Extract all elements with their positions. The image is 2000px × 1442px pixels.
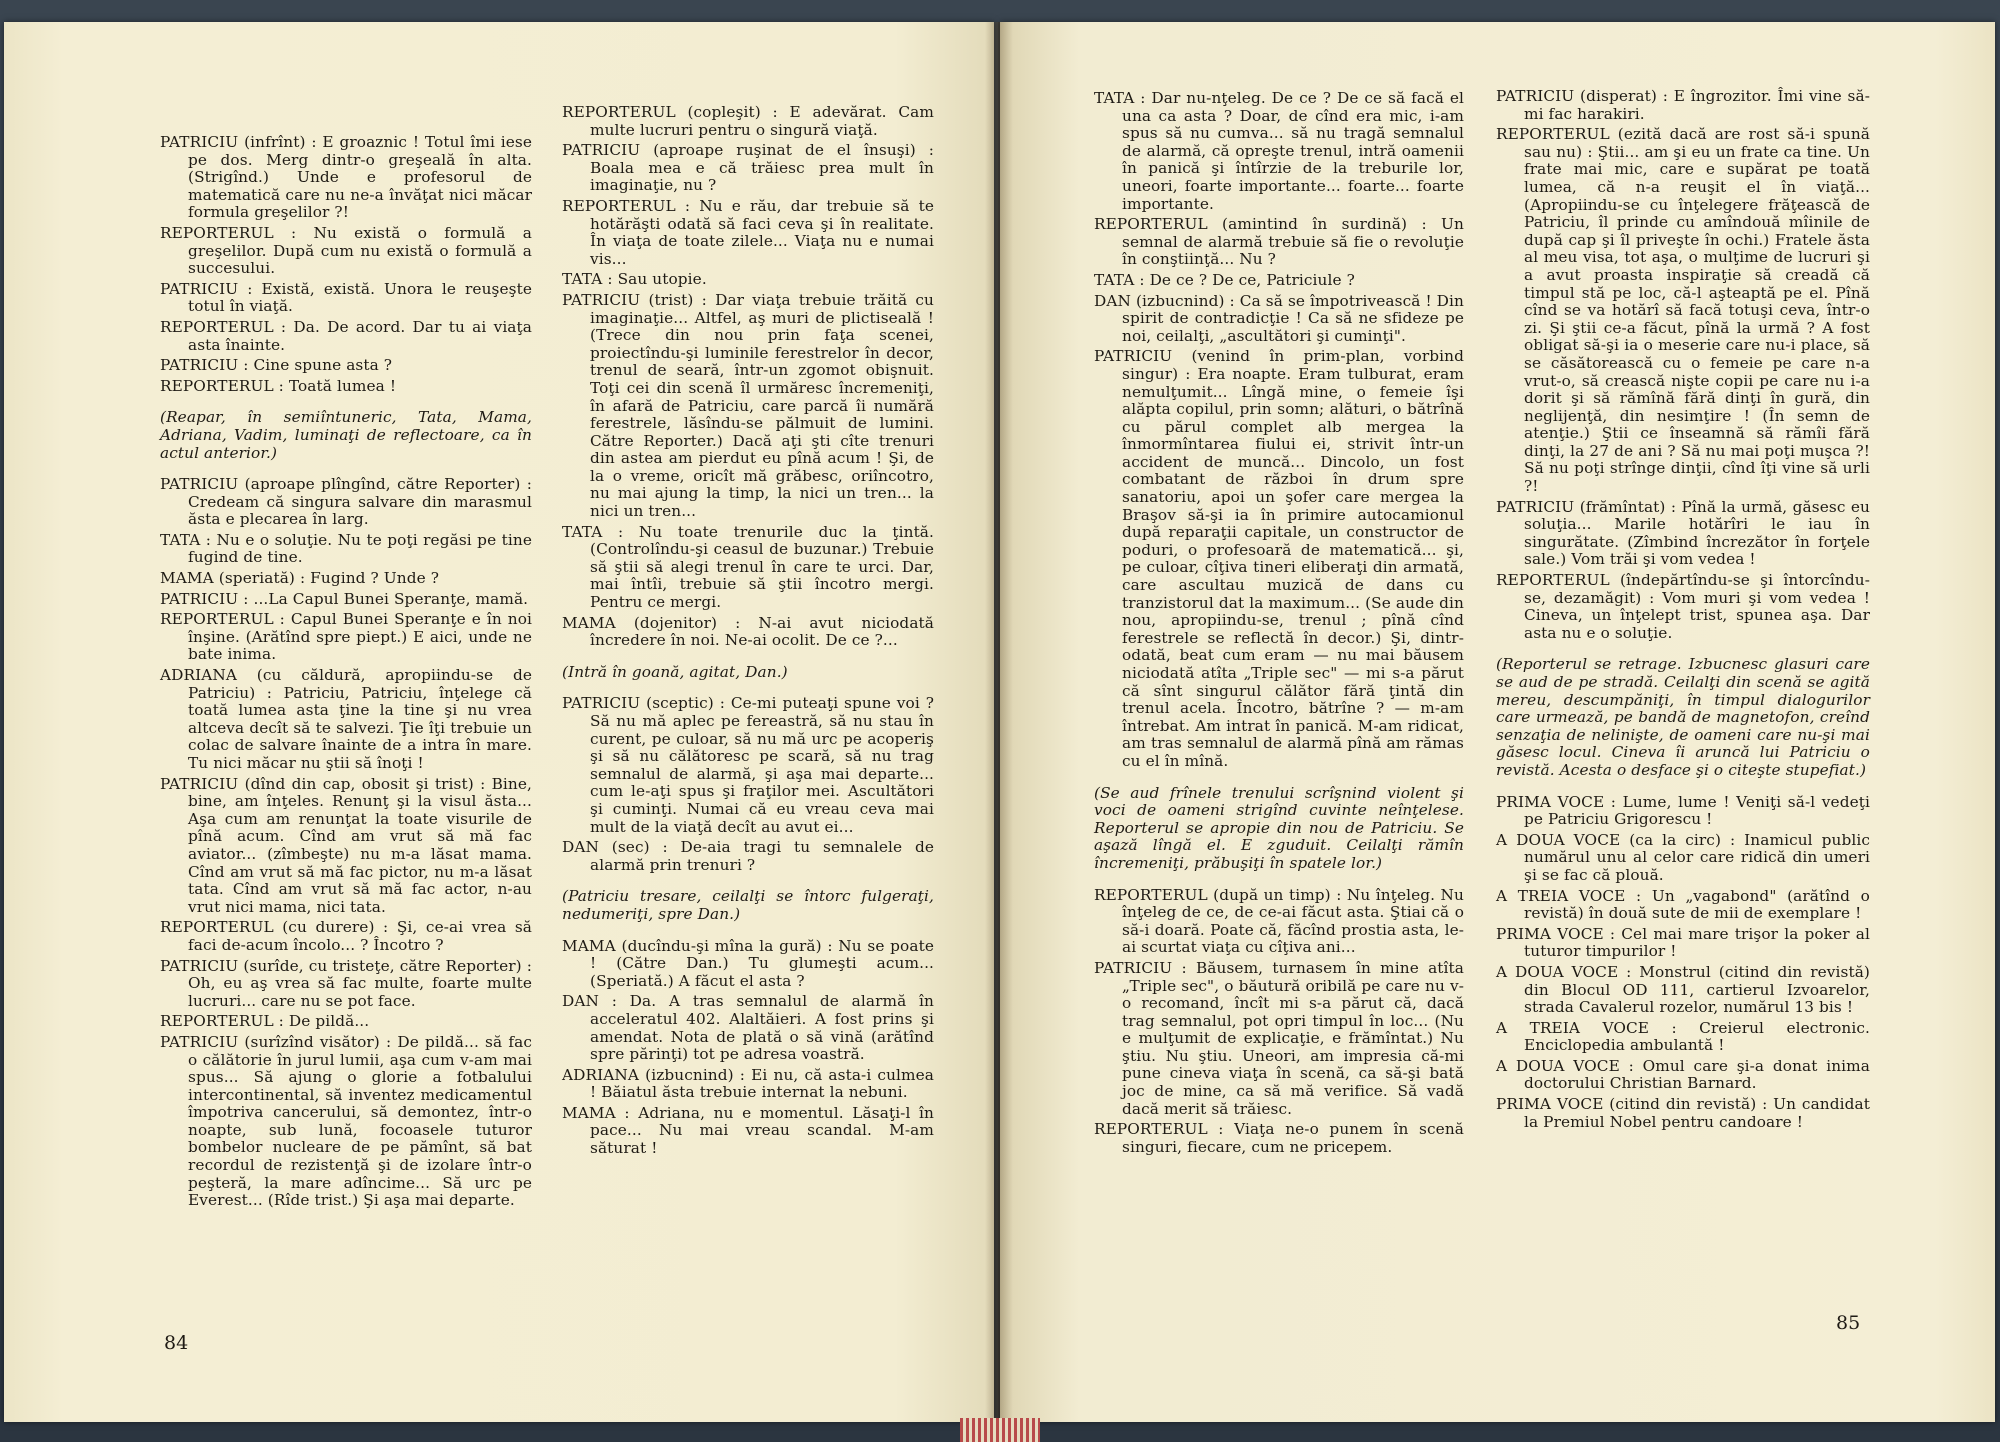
dialogue-line: PATRICIU (trist) : Dar viaţa trebuie trăită cu imaginaţie... Altfel, aş muri de plictiseală ! (Trece din nou prin faţa scenei, proiectîndu-şi luminile ferestrelor în decor, trenul de seară, într-un zgomot obişnuit. Toţi cei din scenă îl urmăresc încremeniţi, în afară de Patriciu, care parcă îi numără ferestrele, lăsîndu-se pălmuit de lumini. Către Reporter.) Dacă aţi şti cîte trenuri din astea am pierdut eu pînă acum ! Şi, de la o vreme, oricît mă grăbesc, oriîncotro, nu mai ajung la timp, la nici un tren... la nici un tren... [562,290,934,521]
dialogue-line: TATA : De ce ? De ce, Patriciule ? [1094,270,1355,289]
book-gutter [985,22,1013,1422]
dialogue-line: PRIMA VOCE : Cel mai mare trişor la poker al tuturor timpurilor ! [1496,924,1870,961]
dialogue-line: TATA : Sau utopie. [562,270,707,289]
dialogue-line: PATRICIU (surîzînd visător) : De pildă... să fac o călătorie în jurul lumii, aşa cum v-am mai spus... Să ajung o glorie a fotbalului intercontinental, să inventez medicamentul împotriva cancerului, să demontez, într-o noapte, sub lună, focoasele tuturor bombelor nucleare de pe pămînt, să bat recordul de rezistenţă şi de izolare într-o peşteră, la mare adîncime... Să urc pe Everest... (Rîde trist.) Şi aşa mai departe. [160,1032,532,1210]
dialogue-line: PATRICIU (sceptic) : Ce-mi puteaţi spune voi ? Să nu mă aplec pe fereastră, să nu stau în curent, pe culoar, să nu mă urc pe acoperiş şi să nu călătoresc pe scară, să nu trag semnalul de alarmă, şi aşa mai departe... cum le-aţi spus şi fraţilor mei. Ascultători şi cuminţi. Numai că eu vreau ceva mai mult de la viaţă decît au avut ei... [562,694,934,836]
dialogue-line: A DOUA VOCE : Monstrul (citind din revistă) din Blocul OD 111, cartierul Izvoarelor, strada Cavalerul rozelor, numărul 13 bis ! [1496,962,1870,1017]
dialogue-line: REPORTERUL : Capul Bunei Speranţe e în noi înşine. (Arătînd spre piept.) E aici, unde ne bate inima. [160,610,532,664]
dialogue-line: ADRIANA (cu căldură, apropiindu-se de Patriciu) : Patriciu, Patriciu, înţelege că toată lumea asta ţine la tine şi nu vrea altceva decît să te salvezi. Ţie îţi trebuie un colac de salvare înainte de a intra în mare. Tu nici măcar nu ştii să înoţi ! [160,666,532,772]
dialogue-line: PATRICIU (infrînt) : E groaznic ! Totul îmi iese pe dos. Merg dintr-o greşeală în alta. (Strigînd.) Unde e profesorul de matematică care nu ne-a învăţat nici măcar formula greşelilor ?! [160,133,532,222]
dialogue-line: REPORTERUL : De pildă... [160,1012,370,1031]
dialogue-line: PATRICIU (aproape ruşinat de el însuşi) : Boala mea e că trăiesc prea mult în imaginaţie, nu ? [562,141,934,195]
page-number-left: 84 [164,1332,189,1354]
dialogue-line: PATRICIU : Băusem, turnasem în mine atîta „Triple sec", o băutură oribilă pe care nu v-o recomand, încît mi s-a părut că, dacă trag semnalul, pot opri timpul în loc... (Nu e mulţumit de explicaţie, e frămîntat.) Nu ştiu. Nu ştiu. Uneori, am impresia că-mi pune cineva viaţa în scenă, ca să-şi bată joc de mine, ca să mă verifice. Să vadă dacă merit să trăiesc. [1094,958,1464,1118]
stage-direction: (Patriciu tresare, ceilalţi se întorc fulgeraţi, nedumeriţi, spre Dan.) [562,887,934,923]
left-page [4,22,994,1422]
dialogue-line: PATRICIU (disperat) : E îngrozitor. Îmi vine să-mi fac harakiri. [1496,87,1870,123]
stage-direction: (Intră în goană, agitat, Dan.) [562,662,788,681]
dialogue-line: A TREIA VOCE : Creierul electronic. Enciclopedia ambulantă ! [1496,1018,1870,1055]
stage-direction: (Se aud frînele trenului scrîşnind violent şi voci de oameni strigînd cuvinte neînţelese. Reporterul se apropie din nou de Patriciu. Se aşază lîngă el. E zguduit. Ceilalţi rămîn încremeniţi, prăbuşiţi în spatele lor.) [1094,783,1464,872]
dialogue-line: MAMA (speriată) : Fugind ? Unde ? [160,569,440,588]
dialogue-line: ADRIANA (izbucnind) : Ei nu, că asta-i culmea ! Băiatul ăsta trebuie internat la nebuni. [562,1065,934,1102]
dialogue-line: TATA : Dar nu-nţeleg. De ce ? De ce să facă el una ca asta ? Doar, de cînd era mic, i-am spus să nu cumva... să nu tragă semnalul de alarmă, că opreşte trenul, intră oamenii în panică şi întîrzie de la treburile lor, uneori, foarte importante... foarte... foarte importante. [1094,89,1464,213]
dialogue-line: PATRICIU : Există, există. Unora le reuşeşte totul în viaţă. [160,279,532,316]
dialogue-line: PATRICIU (aproape plîngînd, către Reporter) : Credeam că singura salvare din marasmul ăsta e plecarea în larg. [160,475,532,529]
right-page [1000,22,1995,1422]
dialogue-line: REPORTERUL : Viaţa ne-o punem în scenă singuri, fiecare, cum ne pricepem. [1094,1120,1464,1156]
page-number-right: 85 [1836,1312,1861,1334]
dialogue-line: TATA : Nu toate trenurile duc la ţintă. (Controlîndu-şi ceasul de buzunar.) Trebuie să ştii să alegi trenul în care te urci. Dar, mai întîi, trebuie să ştii încotro mergi. Pentru ce mergi. [562,522,934,612]
dialogue-line: PATRICIU (frămîntat) : Pînă la urmă, găsesc eu soluţia... Marile hotărîri le iau în singurătate. (Zîmbind încrezător în forţele sale.) Vom trăi şi vom vedea ! [1496,497,1870,569]
dialogue-line: REPORTERUL : Toată lumea ! [160,376,397,395]
dialogue-line: REPORTERUL (amintind în surdină) : Un semnal de alarmă trebuie să fie o revoluţie în conştiinţă... Nu ? [1094,215,1464,269]
dialogue-line: MAMA (ducîndu-şi mîna la gură) : Nu se poate ! (Către Dan.) Tu glumeşti acum... (Speriată.) A făcut el asta ? [562,936,934,990]
left-column-1 [160,134,532,1213]
right-column-2 [1496,88,1870,1134]
dialogue-line: MAMA : Adriana, nu e momentul. Lăsaţi-l în pace... Nu mai vreau scandal. M-am săturat ! [562,1103,934,1158]
dialogue-line: REPORTERUL : Nu e rău, dar trebuie să te hotărăşti odată să faci ceva şi în realitate. În viaţa de toate zilele... Viaţa nu e numai vis... [562,196,934,268]
dialogue-line: REPORTERUL (copleşit) : E adevărat. Cam multe lucruri pentru o singură viaţă. [562,103,934,139]
book-headband [960,1418,1040,1442]
stage-direction: (Reapar, în semiîntuneric, Tata, Mama, Adriana, Vadim, luminaţi de reflectoare, ca în actul anterior.) [160,408,532,462]
dialogue-line: PATRICIU : ...La Capul Bunei Speranţe, mamă. [160,589,529,608]
dialogue-line: PATRICIU (venind în prim-plan, vorbind singur) : Era noapte. Eram tulburat, eram nemulţumit... Lîngă mine, o femeie îşi alăpta copilul, prin somn; alături, o bătrînă cu părul complet alb mergea la înmormîntarea fiului ei, strivit într-un accident de muncă... Dincolo, un fost combatant de război în drum spre sanatoriu, apoi un şofer care mergea la Braşov să-şi ia în primire autocamionul după reparaţii capitale, un constructor de poduri, o profesoară de matematică... şi, pe culoar, cîţiva tineri eliberaţi din armată, care ascultau muzică de dans cu tranzistorul dat la maximum... (Se aude din nou, apropiindu-se, trenul ; pînă cînd ferestrele se reflectă în decor.) Şi, dintr-odată, beat cum eram — nu mai băusem niciodată atîta „Triple sec" — mi s-a părut că sînt singurul călător fără ţintă din trenul acela. Încotro, bătrîne ? — m-am întrebat. Am intrat în panică. M-am ridicat, am tras semnalul de alarmă pînă am rămas cu el în mînă. [1094,347,1464,770]
dialogue-line: PATRICIU (surîde, cu tristeţe, către Reporter) : Oh, eu aş vrea să fac multe, foarte multe lucruri... care nu se pot face. [160,956,532,1010]
dialogue-line: PRIMA VOCE (citind din revistă) : Un candidat la Premiul Nobel pentru candoare ! [1496,1095,1870,1131]
dialogue-line: DAN (sec) : De-aia tragi tu semnalele de alarmă prin trenuri ? [562,838,934,874]
dialogue-line: A DOUA VOCE (ca la circ) : Inamicul public numărul unu al celor care ridică din umeri şi se fac că plouă. [1496,830,1870,884]
dialogue-line: REPORTERUL : Nu există o formulă a greşelilor. După cum nu există o formulă a succesului. [160,223,532,278]
dialogue-line: DAN (izbucnind) : Ca să se împotrivească ! Din spirit de contradicţie ! Ca să ne sfideze pe noi, ceilalţi, „ascultători şi cuminţi". [1094,291,1464,345]
left-column-2 [562,104,934,1161]
stage-direction: (Reporterul se retrage. Izbucnesc glasuri care se aud de pe stradă. Ceilalţi din scenă se agită mereu, descumpăniţi, în timpul dialogurilor care urmează, pe bandă de magnetofon, creînd senzaţia de nelinişte, de oameni care nu-şi mai găsesc locul. Cineva îi aruncă lui Patriciu o revistă. Acesta o desface şi o citeşte stupefiat.) [1496,655,1870,779]
dialogue-line: REPORTERUL (ezită dacă are rost să-i spună sau nu) : Ştii... am şi eu un frate ca tine. Un frate mai mic, care e supărat pe toată lumea, că n-a reuşit el în viaţă... (Apropiindu-se cu înţelegere frăţească de Patriciu, îl prinde cu amîndouă mîinile de după cap şi îl priveşte în ochi.) Fratele ăsta al meu visa, tot aşa, o mulţime de lucruri şi a avut proasta inspiraţie să creadă că timpul stă pe loc, că-l aşteaptă pe el. Pînă cînd se va hotărî să facă totuşi ceva, într-o zi. Şi ştii ce-a făcut, pînă la urmă ? A fost obligat să-şi ia o meserie care nu-i place, să se căsătorească cu o femeie pe care n-a vrut-o, să crească nişte copii pe care nu i-a dorit şi să rămînă fără dinţi în gură, din neglijenţă, din nesimţire ! (În semn de atenţie.) Ştii ce înseamnă să rămîi fără dinţi, la 27 de ani ? Să nu mai poţi muşca ?! Să nu poţi strînge dinţii, cînd îţi vine să urli ?! [1496,125,1870,496]
dialogue-line: REPORTERUL (cu durere) : Şi, ce-ai vrea să faci de-acum încolo... ? Încotro ? [160,918,532,954]
dialogue-line: PATRICIU : Cine spune asta ? [160,356,393,375]
dialogue-line: PATRICIU (dînd din cap, obosit şi trist) : Bine, bine, am înţeles. Renunţ şi la visul ăsta... Aşa cum am renunţat la toate visurile de pînă acum. Cînd am vrut să mă fac aviator... (zîmbeşte) nu m-a lăsat mama. Cînd am vrut să mă fac pictor, nu m-a lăsat tata. Cînd am vrut să mă fac actor, n-au vrut nici mama, nici tata. [160,774,532,916]
dialogue-line: MAMA (dojenitor) : N-ai avut niciodată încredere în noi. Ne-ai ocolit. De ce ?... [562,613,934,650]
right-column-1 [1094,90,1464,1159]
dialogue-line: DAN : Da. A tras semnalul de alarmă în acceleratul 402. Alaltăieri. A fost prins şi amendat. Nota de plată o să vină (arătînd spre părinţi) tot pe adresa voastră. [562,992,934,1064]
dialogue-line: PRIMA VOCE : Lume, lume ! Veniţi să-l vedeţi pe Patriciu Grigorescu ! [1496,792,1870,829]
dialogue-line: A TREIA VOCE : Un „vagabond" (arătînd o revistă) în două sute de mii de exemplare ! [1496,886,1870,923]
dialogue-line: REPORTERUL (după un timp) : Nu înţeleg. Nu înţeleg de ce, de ce-ai făcut asta. Ştiai că o să-i doară. Poate că, făcînd prostia asta, le-ai scurtat viaţa cu cîţiva ani... [1094,885,1464,957]
dialogue-line: A DOUA VOCE : Omul care şi-a donat inima doctorului Christian Barnard. [1496,1056,1870,1093]
dialogue-line: REPORTERUL : Da. De acord. Dar tu ai viaţa asta înainte. [160,317,532,354]
dialogue-line: TATA : Nu e o soluţie. Nu te poţi regăsi pe tine fugind de tine. [160,530,532,567]
dialogue-line: REPORTERUL (îndepărtîndu-se şi întorcîndu-se, dezamăgit) : Vom muri şi vom vedea ! Cineva, un înţelept trist, spunea aşa. Dar asta nu e o soluţie. [1496,571,1870,642]
